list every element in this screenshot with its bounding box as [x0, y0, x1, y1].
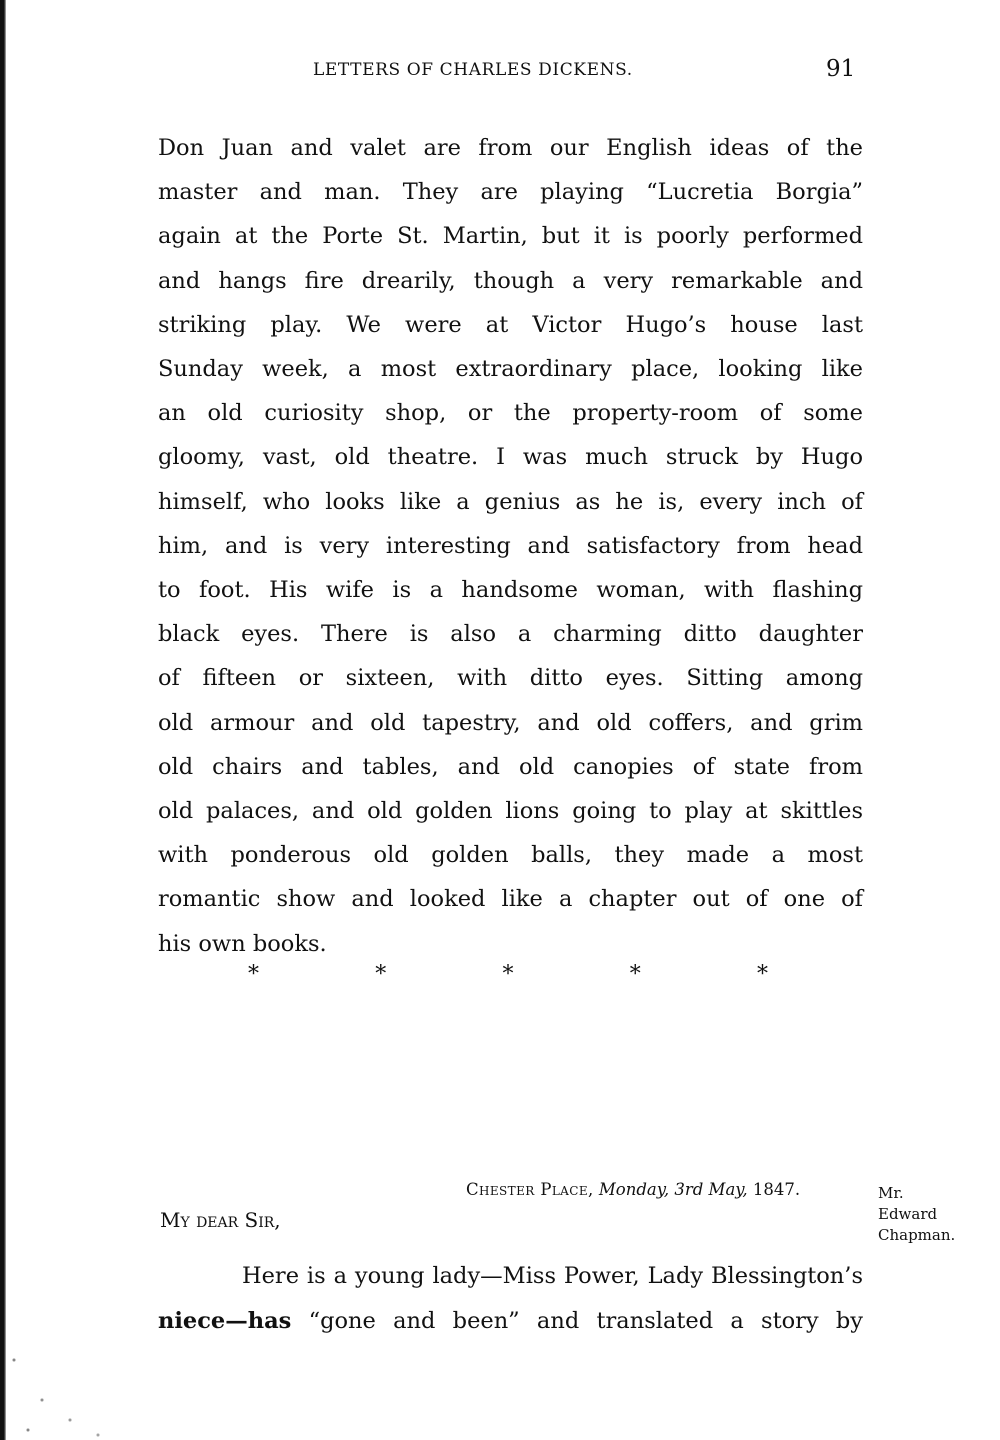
letter-place: Chester Place, [466, 1180, 594, 1199]
text-line: Sunday week, a most extraordinary place, looking like [158, 356, 863, 383]
text-line: old armour and old tapestry, and old coffers, and grim [158, 709, 863, 736]
running-head: LETTERS OF CHARLES DICKENS. [313, 60, 633, 80]
page-number: 91 [826, 56, 856, 82]
text-line: romantic show and looked like a chapter out of one of [158, 886, 863, 913]
text-line: to foot. His wife is a handsome woman, with flashing [158, 577, 863, 604]
text-line: Don Juan and valet are from our English ideas of the [158, 135, 863, 161]
asterisk: * [757, 962, 768, 987]
text-line: him, and is very interesting and satisfactory from head [158, 532, 863, 559]
text-line: gloomy, vast, old theatre. I was much struck by Hugo [158, 444, 863, 471]
letter-date: Monday, 3rd May, [598, 1180, 748, 1199]
recipient-margin-note [878, 1183, 978, 1246]
text-line: of fifteen or sixteen, with ditto eyes. Sitting among [158, 665, 863, 692]
text-line: black eyes. There is also a charming ditto daughter [158, 621, 863, 648]
text-line: himself, who looks like a genius as he is, every inch of [158, 488, 863, 515]
recipient-line: Edward [878, 1205, 938, 1223]
asterisk: * [248, 962, 259, 987]
text-line: old chairs and tables, and old canopies of state from [158, 753, 863, 780]
scan-specks [0, 1340, 140, 1440]
letter-body [158, 1254, 863, 1344]
text-line: an old curiosity shop, or the property-room of some [158, 400, 863, 427]
asterisk: * [502, 962, 514, 987]
text-line: old palaces, and old golden lions going to play at skittles [158, 798, 863, 825]
recipient-line: Chapman. [878, 1226, 956, 1244]
text-line: his own books. [158, 930, 327, 957]
text-line: striking play. We were at Victor Hugo’s house last [158, 311, 863, 338]
text-line: again at the Porte St. Martin, but it is poorly performed [158, 223, 863, 250]
recipient-line: Mr. [878, 1184, 904, 1202]
body-paragraph [158, 126, 863, 966]
letter-year: 1847. [752, 1180, 801, 1199]
text-line: master and man. They are playing “Lucretia Borgia” [158, 179, 863, 206]
letter-heading [466, 1180, 800, 1199]
section-separator [248, 962, 768, 987]
page-edge-shadow [0, 0, 6, 1440]
letter-line-rest: “gone and been” and translated a story by [308, 1308, 863, 1334]
text-line: and hangs fire drearily, though a very remarkable and [158, 267, 863, 294]
asterisk: * [375, 962, 387, 987]
bold-word: niece—has [158, 1308, 292, 1334]
letter-line [158, 1299, 863, 1344]
text-line: with ponderous old golden balls, they made a most [158, 842, 863, 869]
salutation: My dear Sir, [160, 1208, 281, 1232]
letter-line: Here is a young lady—Miss Power, Lady Blessington’s [242, 1263, 863, 1289]
asterisk: * [629, 962, 641, 987]
